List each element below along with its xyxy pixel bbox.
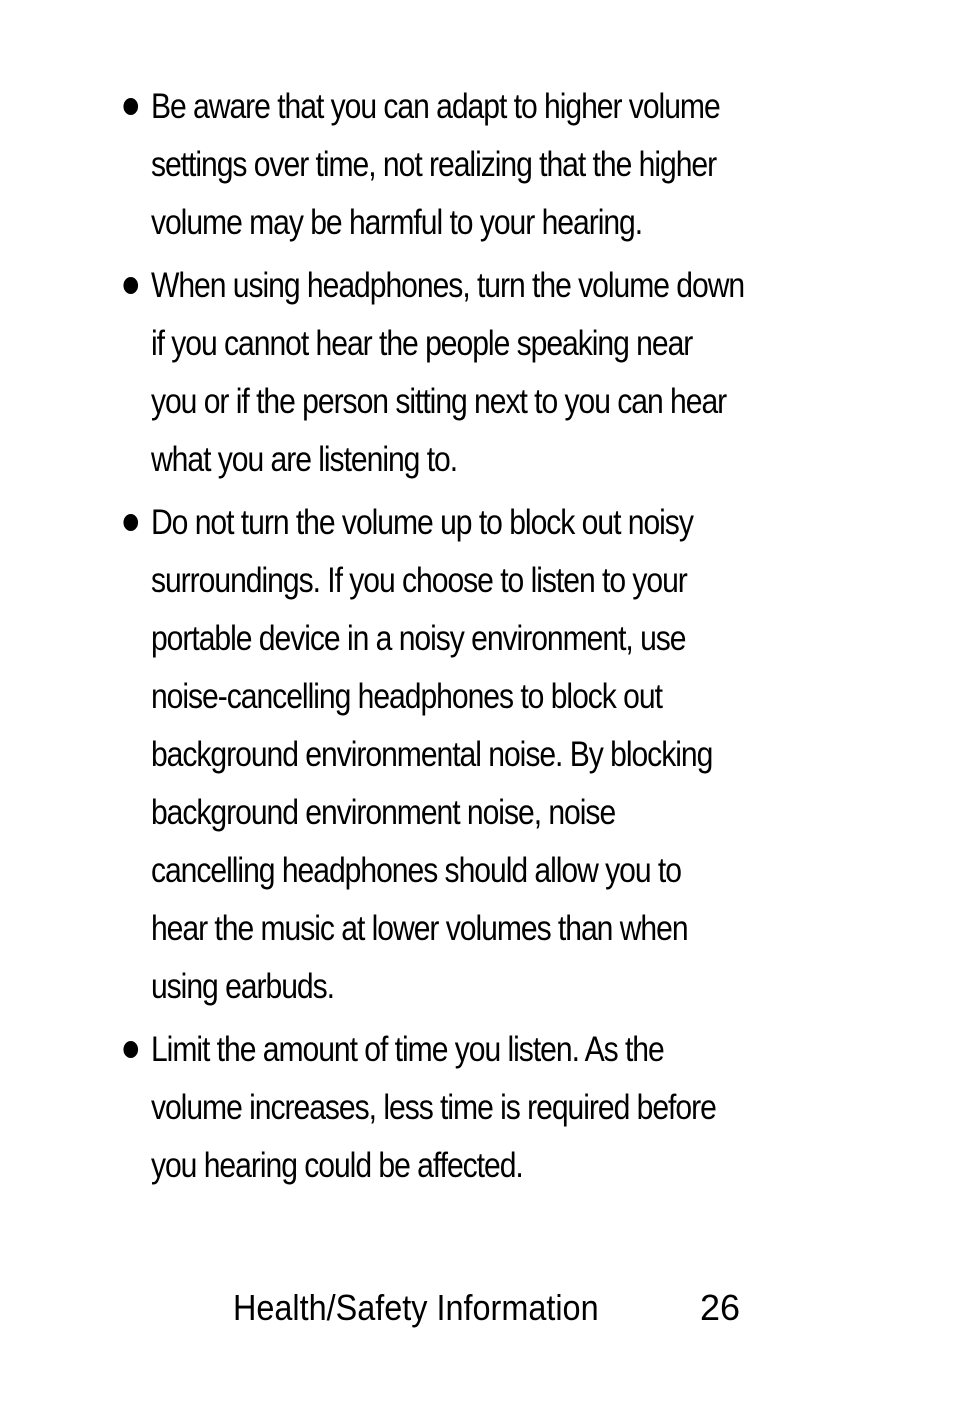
bullet-icon [123, 277, 138, 294]
bullet-icon [123, 514, 138, 531]
bullet-item [120, 257, 856, 489]
bullet-text-line: if you cannot hear the people speaking near [150, 324, 693, 363]
bullet-item [120, 1021, 856, 1195]
bullet-text-line: portable device in a noisy environment, use [150, 619, 686, 658]
bullet-text-line: background environment noise, noise [150, 793, 616, 832]
page-footer [0, 1283, 954, 1333]
bullet-text-line: hear the music at lower volumes than when [150, 909, 688, 948]
bullet-text-line: Be aware that you can adapt to higher volume [150, 87, 720, 126]
bullet-text-line: noise-cancelling headphones to block out [150, 677, 662, 716]
bullet-text-line: cancelling headphones should allow you to [150, 851, 681, 890]
bullet-text-line: When using headphones, turn the volume down [150, 266, 745, 305]
bullet-text-line: volume increases, less time is required before [150, 1088, 716, 1127]
page-number: 26 [700, 1287, 741, 1328]
bullet-text-line: using earbuds. [150, 967, 334, 1006]
bullet-icon [123, 98, 138, 115]
bullet-text-line: you hearing could be affected. [150, 1146, 523, 1185]
bullet-text-line: what you are listening to. [150, 440, 458, 479]
bullet-text-line: background environmental noise. By blocking [150, 735, 713, 774]
bullet-text-line: volume may be harmful to your hearing. [150, 203, 643, 242]
bullet-text-line: Do not turn the volume up to block out noisy [150, 503, 693, 542]
bullet-text-line: surroundings. If you choose to listen to your [150, 561, 687, 600]
bullet-item [120, 494, 856, 1016]
footer-section-title: Health/Safety Information [233, 1287, 599, 1328]
bullet-text-line: you or if the person sitting next to you can hear [150, 382, 727, 421]
bullet-icon [123, 1041, 138, 1058]
bullet-text-line: Limit the amount of time you listen. As the [150, 1030, 664, 1069]
bullet-list [120, 78, 840, 1200]
bullet-item [120, 78, 856, 252]
bullet-text-line: settings over time, not realizing that the higher [150, 145, 717, 184]
